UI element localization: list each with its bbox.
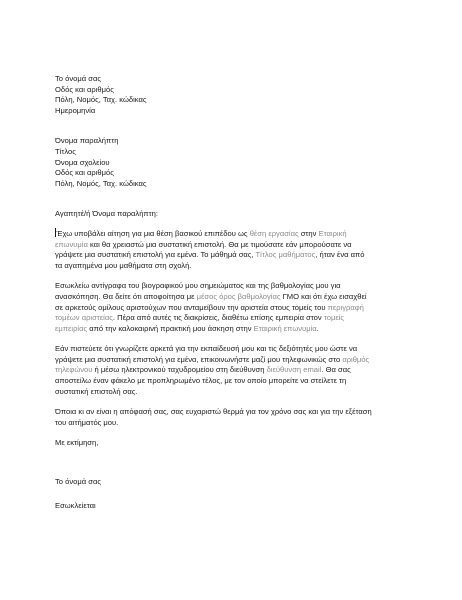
placeholder-internship-company[interactable]: Εταιρική επωνυμία xyxy=(253,323,317,333)
body-paragraph-2[interactable] xyxy=(55,281,422,334)
placeholder-phone-cont[interactable]: τηλεφώνου xyxy=(55,365,93,375)
placeholder-gpa[interactable]: μέσος όρος βαθμολογίας xyxy=(196,291,281,301)
sender-address xyxy=(55,74,422,116)
recipient-city[interactable]: Πόλη, Νομός, Ταχ. κώδικας xyxy=(55,178,147,188)
text-run: Έχω υποβάλει αίτηση για μια θέση βασικού επιπέδου ως xyxy=(56,228,250,238)
letter-date[interactable]: Ημερομηνία xyxy=(55,105,96,115)
text-run: Εάν πιστεύετε ότι γνωρίζετε αρκετά για την εκπαίδευσή μου και τις δεξιότητές μου ώστε να xyxy=(55,344,358,354)
recipient-name[interactable]: Όνομα παραλήπτη xyxy=(55,136,119,146)
text-run: , ήταν ένα από xyxy=(315,250,365,260)
text-run: . xyxy=(316,323,319,333)
placeholder-experience-areas[interactable]: τομείς xyxy=(323,313,345,323)
text-run: ΓΜΟ και ότι έχω εισαχθεί xyxy=(280,291,367,301)
text-run: γράψετε μια συστατική επιστολή για εμένα, επικοινωνήστε μαζί μου τηλεφωνικώς στο xyxy=(55,354,343,364)
signature-name[interactable]: Το όνομά σας xyxy=(55,477,101,487)
placeholder-phone[interactable]: αριθμός xyxy=(342,354,370,364)
sender-street[interactable]: Οδός και αριθμός xyxy=(55,84,114,94)
placeholder-email[interactable]: διεύθυνση email xyxy=(266,365,322,375)
text-run: του αιτήματός μου. xyxy=(55,417,119,427)
text-run: . Πέρα από αυτές τις διακρίσεις, διαθέτω επίσης εμπειρία στον xyxy=(112,313,324,323)
salutation[interactable]: Αγαπητέ/ή Όνομα παραλήπτη: xyxy=(55,209,159,219)
text-run: γράψετε μια συστατική επιστολή για εμένα. Το μάθημά σας, xyxy=(55,250,256,260)
text-run: Εσωκλείω αντίγραφα του βιογραφικού μου σημειώματος και της βαθμολογίας μου για xyxy=(55,281,341,291)
placeholder-company-name[interactable]: Εταιρική xyxy=(318,228,347,238)
placeholder-excellence-areas[interactable]: περιγραφή xyxy=(327,302,364,312)
recipient-address xyxy=(55,136,422,189)
text-run: στην xyxy=(298,228,319,238)
text-run: από την καλοκαιρινή πρακτική μου άσκηση στην xyxy=(87,323,254,333)
placeholder-job-title[interactable]: θέση εργασίας xyxy=(249,228,299,238)
placeholder-course-title[interactable]: Τίτλος μαθήματος xyxy=(255,250,316,260)
placeholder-company-name-cont[interactable]: επωνυμία xyxy=(55,239,88,249)
sender-city[interactable]: Πόλη, Νομός, Ταχ. κώδικας xyxy=(55,95,147,105)
recipient-street[interactable]: Οδός και αριθμός xyxy=(55,168,114,178)
recipient-school[interactable]: Όνομα σχολείου xyxy=(55,157,110,167)
enclosure-note[interactable]: Εσωκλείεται xyxy=(55,500,96,510)
text-run: σε αρκετούς ομίλους αριστούχων που ανταμείβουν την αριστεία στους τομείς του xyxy=(55,302,328,312)
text-run: Όποια κι αν είναι η απόφασή σας, σας ευχαριστώ θερμά για τον χρόνο σας και για την εξέταση xyxy=(55,407,372,417)
placeholder-excellence-areas-cont[interactable]: τομέων αριστείας xyxy=(55,313,113,323)
body-paragraph-1[interactable] xyxy=(55,228,422,271)
text-run: . Θα σας xyxy=(321,365,351,375)
closing[interactable]: Με εκτίμηση, xyxy=(55,438,99,448)
text-run: και θα χρειαστώ μια συστατική επιστολή. Θα με τιμούσατε εάν μπορούσατε να xyxy=(87,239,352,249)
text-run: τα αγαπημένα μου μαθήματα στη σχολή. xyxy=(55,260,192,270)
sender-name[interactable]: Το όνομά σας xyxy=(55,74,101,83)
placeholder-experience-areas-cont[interactable]: εμπειρίας xyxy=(55,323,88,333)
text-run: ανασκόπηση. Θα δείτε ότι αποφοίτησα με xyxy=(55,291,197,301)
body-paragraph-4[interactable] xyxy=(55,407,422,428)
body-paragraph-3[interactable] xyxy=(55,344,422,397)
text-run: συστατική επιστολή σας. xyxy=(55,386,138,396)
text-run: ή μέσω ηλεκτρονικού ταχυδρομείου στη διεύθυνση xyxy=(92,365,267,375)
recipient-title[interactable]: Τίτλος xyxy=(55,146,76,156)
text-run: αποστείλω έναν φάκελο με προπληρωμένο τέλος, με τον οποίο μπορείτε να στείλετε τη xyxy=(55,376,347,386)
